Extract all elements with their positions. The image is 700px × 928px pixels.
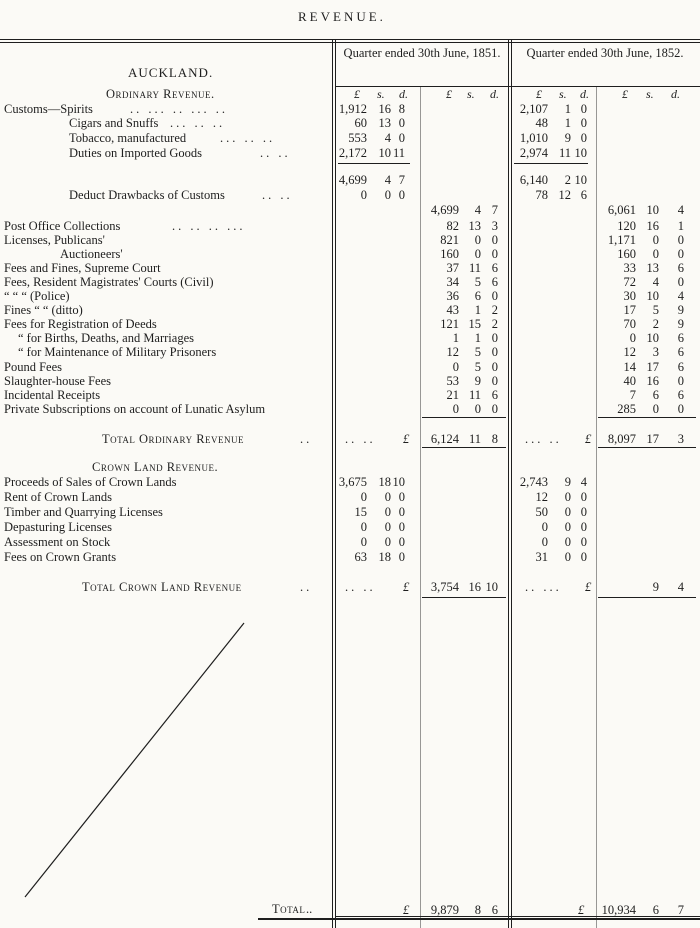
ordinary-item-1852-pence: 0 [677,374,684,388]
pound-sign: £ [403,580,410,594]
ordinary-item-1852-shillings: 2 [652,317,659,331]
crown-item-1852-shillings: 0 [564,535,571,549]
customs-1851-pence: 8 [398,102,405,116]
unit-s: s. [377,87,385,101]
label-deeds: Fees for Registration of Deeds [4,317,157,331]
ordinary-item-1852-pounds: 72 [623,275,636,289]
ordinary-item-1851-pounds: 43 [446,303,459,317]
leader-dots: .. .. .. ... [172,219,246,233]
customs-net-1852-pounds: 6,061 [607,203,636,217]
header-1851: Quarter ended 30th June, 1851. [343,46,501,60]
crown-item-1851-pounds: 0 [360,520,367,534]
total-ordinary-1851-pence: 8 [491,432,498,446]
ordinary-item-1852-shillings: 10 [646,289,659,303]
leader-dots: .. [300,580,313,594]
grand-total-1851-shillings: 8 [474,903,481,917]
label-post-office: Post Office Collections [4,219,121,233]
ordinary-item-1851-pence: 2 [491,303,498,317]
customs-1851-pounds: 1,912 [338,102,367,116]
ordinary-item-1851-pence: 0 [491,374,498,388]
ordinary-item-1851-shillings: 1 [474,331,481,345]
crown-item-1852-pence: 0 [580,520,587,534]
ordinary-item-1851-pounds: 1 [452,331,459,345]
crown-item-1851-pounds: 0 [360,490,367,504]
ordinary-item-1851-shillings: 5 [474,360,481,374]
total-ordinary-1852-pounds: 8,097 [607,432,636,446]
ordinary-item-1851-pounds: 37 [446,261,459,275]
ordinary-item-1851-shillings: 0 [474,247,481,261]
grand-total-1851-pence: 6 [491,903,498,917]
grand-total-1852-pounds: 10,934 [601,903,636,917]
crown-item-1851-shillings: 0 [384,490,391,504]
crown-item-1852-pounds: 0 [541,535,548,549]
crown-item-1852-pence: 0 [580,550,587,564]
ordinary-item-1852-pounds: 14 [623,360,636,374]
customs-subtotal-1852-pence: 10 [574,173,587,187]
crown-item-1851-pence: 0 [398,490,405,504]
label-grand-total: Total [272,902,306,916]
ordinary-item-1852-pence: 9 [677,317,684,331]
ordinary-item-1851-pounds: 821 [440,233,459,247]
customs-1851-shillings: 16 [378,102,391,116]
label-depasturing: Depasturing Licenses [4,520,112,534]
leader-dots: .. [300,432,313,446]
crown-item-1852-shillings: 9 [564,475,571,489]
ordinary-item-1852-shillings: 0 [652,233,659,247]
customs-1852-pence: 0 [580,131,587,145]
label-crown-sales: Proceeds of Sales of Crown Lands [4,475,177,489]
unit-s: s. [559,87,567,101]
label-tobacco: Tobacco, manufactured [69,131,187,145]
grand-total-1851-pounds: 9,879 [430,903,459,917]
total-crown-1852-shillings: 9 [652,580,659,594]
ordinary-item-1852-pence: 0 [677,402,684,416]
pound-sign: £ [578,903,585,917]
customs-1851-shillings: 13 [378,116,391,130]
ordinary-item-1852-pence: 0 [677,275,684,289]
ordinary-item-1851-pounds: 82 [446,219,459,233]
ordinary-item-1851-pence: 0 [491,360,498,374]
ordinary-item-1851-pence: 6 [491,388,498,402]
grand-total-1852-pence: 7 [677,903,684,917]
crown-item-1851-pounds: 3,675 [338,475,367,489]
ordinary-item-1851-pounds: 121 [440,317,459,331]
ordinary-item-1851-pounds: 0 [452,402,459,416]
label-rm-police: “ “ “ (Police) [4,289,70,303]
customs-1852-pounds: 1,010 [519,131,548,145]
ordinary-item-1851-shillings: 11 [468,388,481,402]
crown-item-1851-pence: 0 [398,520,405,534]
ordinary-item-1852-pounds: 285 [617,402,636,416]
ordinary-item-1852-pence: 6 [677,261,684,275]
label-total-crown: Total Crown Land Revenue [82,580,242,594]
customs-1851-pence: 11 [392,146,405,160]
ordinary-item-1851-pence: 2 [491,317,498,331]
pound-sign: £ [403,432,410,446]
label-crown-grants: Fees on Crown Grants [4,550,117,564]
ordinary-item-1851-pence: 6 [491,275,498,289]
customs-subtotal-1852-pounds: 6,140 [519,173,548,187]
unit-d: d. [671,87,680,101]
crown-item-1851-shillings: 0 [384,520,391,534]
leader-dots: ... .. .. [220,131,276,145]
ordinary-item-1852-pounds: 33 [623,261,636,275]
label-duties: Duties on Imported Goods [69,146,202,160]
ordinary-item-1852-shillings: 5 [652,303,659,317]
crown-item-1852-pounds: 2,743 [519,475,548,489]
ordinary-item-1851-pence: 6 [491,261,498,275]
crown-item-1852-shillings: 0 [564,505,571,519]
unit-l: £ [622,87,628,101]
ordinary-item-1852-shillings: 16 [646,219,659,233]
leader-dots: .. ... [525,580,562,594]
ordinary-item-1852-pounds: 12 [623,345,636,359]
ordinary-item-1852-shillings: 0 [652,402,659,416]
label-cigars: Cigars and Snuffs [69,116,159,130]
customs-net-1851-shillings: 4 [474,203,481,217]
ordinary-item-1851-shillings: 0 [474,402,481,416]
customs-1852-pence: 0 [580,116,587,130]
page-title: REVENUE. [298,9,386,24]
label-drawbacks: Deduct Drawbacks of Customs [69,188,225,202]
ordinary-item-1852-pounds: 1,171 [607,233,636,247]
label-military: “ for Maintenance of Military Prisoners [18,345,217,359]
customs-net-1851-pence: 7 [491,203,498,217]
ordinary-item-1851-shillings: 6 [474,289,481,303]
customs-1851-pounds: 553 [348,131,367,145]
ordinary-item-1851-pounds: 36 [446,289,459,303]
leader-dots: .. [306,902,313,916]
ordinary-item-1851-shillings: 5 [474,345,481,359]
customs-subtotal-1851-shillings: 4 [384,173,391,187]
ordinary-item-1852-pence: 9 [677,303,684,317]
unit-s: s. [467,87,475,101]
ordinary-item-1852-pounds: 120 [617,219,636,233]
total-ordinary-1851-pounds: 6,124 [430,432,459,446]
ordinary-item-1851-shillings: 1 [474,303,481,317]
customs-1852-pounds: 48 [535,116,548,130]
unit-d: d. [490,87,499,101]
region-heading: AUCKLAND. [128,65,214,80]
ordinary-item-1852-pounds: 160 [617,247,636,261]
unit-l: £ [446,87,452,101]
ordinary-item-1851-pence: 0 [491,247,498,261]
label-pound: Pound Fees [4,360,62,374]
leader-dots: ... .. .. [170,116,226,130]
label-births: “ for Births, Deaths, and Marriages [18,331,194,345]
unit-l: £ [536,87,542,101]
crown-item-1851-shillings: 18 [378,475,391,489]
ordinary-heading: Ordinary Revenue. [106,87,215,101]
crown-item-1852-shillings: 0 [564,490,571,504]
crown-item-1851-shillings: 0 [384,535,391,549]
drawbacks-1851-shillings: 0 [384,188,391,202]
customs-subtotal-1852-shillings: 2 [564,173,571,187]
ordinary-item-1851-pence: 0 [491,331,498,345]
customs-1852-pounds: 2,107 [519,102,548,116]
drawbacks-1851-pounds: 0 [360,188,367,202]
customs-1852-shillings: 11 [558,146,571,160]
ordinary-item-1852-pence: 6 [677,331,684,345]
ordinary-item-1852-shillings: 10 [646,331,659,345]
label-fines: Fines “ “ (ditto) [4,303,83,317]
total-crown-1851-pence: 10 [485,580,498,594]
customs-1851-pounds: 60 [354,116,367,130]
ordinary-item-1852-pence: 6 [677,345,684,359]
customs-1852-pounds: 2,974 [519,146,548,160]
total-ordinary-1851-shillings: 11 [468,432,481,446]
crown-item-1852-shillings: 0 [564,550,571,564]
ordinary-item-1852-shillings: 0 [652,247,659,261]
total-crown-1852-pence: 4 [677,580,684,594]
customs-net-1851-pounds: 4,699 [430,203,459,217]
crown-item-1852-pounds: 0 [541,520,548,534]
header-1852: Quarter ended 30th June, 1852. [526,46,684,60]
leader-dots: .. .. [345,580,376,594]
unit-d: d. [399,87,408,101]
drawbacks-1852-pounds: 78 [535,188,548,202]
label-slaughter: Slaughter-house Fees [4,374,112,388]
crown-item-1851-pence: 10 [392,475,405,489]
ordinary-item-1851-shillings: 9 [474,374,481,388]
crown-item-1852-shillings: 0 [564,520,571,534]
crown-item-1852-pence: 0 [580,490,587,504]
ordinary-item-1852-shillings: 3 [652,345,659,359]
ordinary-item-1851-pence: 0 [491,402,498,416]
leader-dots: .. ... .. ... .. [130,102,228,116]
ordinary-item-1851-shillings: 11 [468,261,481,275]
crown-item-1851-pence: 0 [398,535,405,549]
drawbacks-1851-pence: 0 [398,188,405,202]
ordinary-item-1852-pence: 1 [677,219,684,233]
pound-sign: £ [585,580,592,594]
crown-item-1851-pounds: 63 [354,550,367,564]
ordinary-item-1851-pence: 0 [491,345,498,359]
ordinary-item-1852-pounds: 7 [629,388,636,402]
ordinary-item-1851-shillings: 0 [474,233,481,247]
ordinary-item-1851-pounds: 0 [452,360,459,374]
customs-1852-pence: 10 [574,146,587,160]
ordinary-item-1852-pence: 6 [677,388,684,402]
ordinary-item-1851-pounds: 160 [440,247,459,261]
crown-item-1852-pounds: 50 [535,505,548,519]
crown-item-1851-pounds: 0 [360,535,367,549]
drawbacks-1852-pence: 6 [580,188,587,202]
label-supreme-court: Fees and Fines, Supreme Court [4,261,161,275]
ordinary-item-1851-pence: 0 [491,233,498,247]
total-ordinary-1852-shillings: 17 [646,432,659,446]
leader-dots: .. .. [345,432,376,446]
label-incidental: Incidental Receipts [4,388,101,402]
drawbacks-1852-shillings: 12 [558,188,571,202]
ordinary-item-1852-shillings: 17 [646,360,659,374]
ordinary-item-1852-shillings: 13 [646,261,659,275]
customs-subtotal-1851-pounds: 4,699 [338,173,367,187]
ordinary-item-1852-pounds: 0 [629,331,636,345]
customs-net-1852-shillings: 10 [646,203,659,217]
crown-item-1851-pence: 0 [398,550,405,564]
ordinary-item-1851-pounds: 53 [446,374,459,388]
customs-1852-shillings: 1 [564,102,571,116]
crown-item-1852-pence: 4 [580,475,587,489]
customs-1851-shillings: 4 [384,131,391,145]
ordinary-item-1851-pounds: 12 [446,345,459,359]
customs-1851-pence: 0 [398,116,405,130]
ordinary-item-1852-pence: 0 [677,233,684,247]
crown-item-1852-pounds: 31 [535,550,548,564]
crown-item-1851-pounds: 15 [354,505,367,519]
crown-heading: Crown Land Revenue. [92,460,219,474]
customs-subtotal-1851-pence: 7 [398,173,405,187]
label-licenses-publicans: Licenses, Publicans' [4,233,105,247]
label-total-ordinary: Total Ordinary Revenue [102,432,245,446]
ordinary-item-1852-shillings: 16 [646,374,659,388]
ordinary-item-1852-pence: 4 [677,289,684,303]
customs-1852-shillings: 9 [564,131,571,145]
label-assessment: Assessment on Stock [4,535,111,549]
total-crown-1851-shillings: 16 [468,580,481,594]
customs-1851-shillings: 10 [378,146,391,160]
leader-dots: .. .. [262,188,293,202]
ordinary-item-1852-pounds: 40 [623,374,636,388]
ordinary-item-1851-shillings: 5 [474,275,481,289]
unit-l: £ [354,87,360,101]
ordinary-item-1851-pounds: 21 [446,388,459,402]
pound-sign: £ [585,432,592,446]
crown-item-1852-pounds: 12 [535,490,548,504]
customs-1851-pounds: 2,172 [338,146,367,160]
ordinary-item-1852-pence: 0 [677,247,684,261]
customs-net-1852-pence: 4 [677,203,684,217]
unit-d: d. [580,87,589,101]
pound-sign: £ [403,903,410,917]
ordinary-item-1852-pounds: 70 [623,317,636,331]
label-timber: Timber and Quarrying Licenses [4,505,163,519]
ordinary-item-1851-shillings: 13 [468,219,481,233]
customs-1852-pence: 0 [580,102,587,116]
grand-total-1852-shillings: 6 [652,903,659,917]
label-customs-spirits: Customs—Spirits [4,102,93,116]
leader-dots: .. .. [260,146,291,160]
ordinary-item-1851-pence: 3 [491,219,498,233]
ordinary-item-1852-pence: 6 [677,360,684,374]
label-lunatic: Private Subscriptions on account of Lunatic Asylum [4,402,266,416]
label-rm-civil: Fees, Resident Magistrates' Courts (Civil) [4,275,214,289]
crown-item-1852-pence: 0 [580,505,587,519]
ordinary-item-1851-pounds: 34 [446,275,459,289]
leader-dots: ... .. [525,432,562,446]
ordinary-item-1851-pence: 0 [491,289,498,303]
ordinary-item-1852-shillings: 4 [652,275,659,289]
crown-item-1851-shillings: 18 [378,550,391,564]
unit-s: s. [646,87,654,101]
customs-1851-pence: 0 [398,131,405,145]
total-ordinary-1852-pence: 3 [677,432,684,446]
crown-item-1851-shillings: 0 [384,505,391,519]
crown-item-1851-pence: 0 [398,505,405,519]
crown-item-1852-pence: 0 [580,535,587,549]
total-crown-1851-pounds: 3,754 [430,580,459,594]
label-auctioneers: Auctioneers' [60,247,123,261]
label-crown-rent: Rent of Crown Lands [4,490,112,504]
ordinary-item-1852-shillings: 6 [652,388,659,402]
ordinary-item-1852-pounds: 30 [623,289,636,303]
ordinary-item-1851-shillings: 15 [468,317,481,331]
ordinary-item-1852-pounds: 17 [623,303,636,317]
customs-1852-shillings: 1 [564,116,571,130]
